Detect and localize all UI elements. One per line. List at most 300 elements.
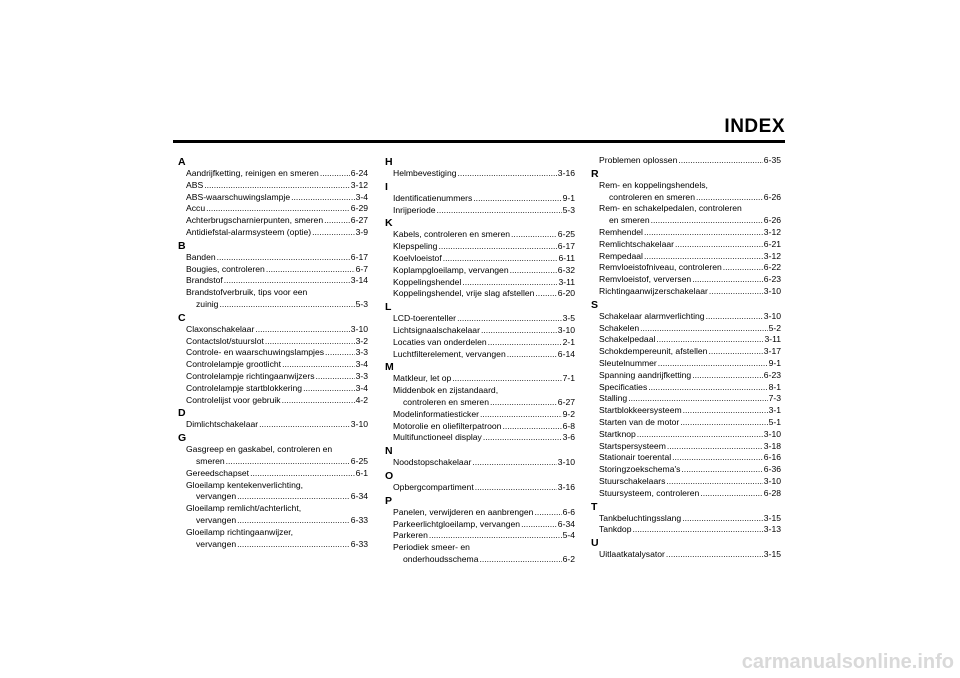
entry-text: Controlelijst voor gebruik [186,394,281,405]
leader-dots [510,265,557,277]
leader-dots [282,359,355,371]
entry-text: LCD-toerenteller [393,313,457,324]
entry-page: 6-33 [350,514,368,525]
leader-dots [666,476,762,488]
index-entry [178,192,368,204]
leader-dots [312,227,354,239]
entry-text: Starten van de motor [599,416,680,427]
leader-dots [472,457,556,469]
leader-dots [237,539,350,551]
entry-text: Stuurschakelaars [599,475,666,486]
entry-page: 3-11 [558,276,575,287]
index-entry [385,288,575,300]
entry-text: Middenbok en zijstandaard, [393,385,499,396]
entry-text: Controlelampje startblokkering [186,382,303,393]
index-column [385,155,575,566]
entry-page: 6-17 [557,241,575,252]
entry-page: 9-1 [768,357,781,368]
index-entry [178,252,368,264]
leader-dots [316,371,355,383]
entry-text: Locaties van onderdelen [393,336,487,347]
title-rule [173,140,785,143]
entry-text: Gloeilamp remlicht/achterlicht, [186,503,302,514]
index-entry [385,253,575,265]
entry-page: 3-3 [355,370,368,381]
entry-page: 3-5 [562,313,575,324]
leader-dots [507,349,557,361]
entry-text: Parkeren [393,530,428,541]
entry-text: Klepspeling [393,241,438,252]
entry-page: 3-16 [557,481,575,492]
index-entry [591,334,781,346]
index-entry [385,519,575,531]
leader-dots [672,452,763,464]
index-entry [591,405,781,417]
entry-page: 3-2 [355,335,368,346]
index-entry [178,468,368,480]
entry-continuation: smeren [196,455,225,466]
entry-text: Kabels, controleren en smeren [393,229,511,240]
index-entry [591,524,781,536]
leader-dots [700,488,762,500]
entry-text: Lichtsignaalschakelaar [393,324,480,335]
leader-dots [511,229,557,241]
entry-page: 5-3 [355,298,368,309]
leader-dots [204,180,350,192]
index-entry [178,227,368,239]
index-entry [591,227,781,239]
leader-dots [644,251,763,263]
entry-text: Koppelingshendel [393,276,462,287]
entry-continuation: controleren en smeren [403,396,489,407]
index-entry [385,349,575,361]
leader-dots [480,554,562,566]
index-entry [385,325,575,337]
entry-page: 6-22 [763,262,781,273]
entry-page: 6-20 [557,288,575,299]
entry-page: 6-32 [557,264,575,275]
entry-page: 2-1 [562,336,575,347]
entry-page: 5-4 [562,530,575,541]
index-entry [591,358,781,370]
entry-text: Contactslot/stuurslot [186,335,264,346]
index-entry [385,313,575,325]
index-entry [385,277,575,289]
index-entry [385,482,575,494]
section-letter: I [385,180,388,193]
entry-text: Koplampgloeilamp, vervangen [393,264,509,275]
section-letter: B [178,239,186,252]
entry-page: 6-29 [350,203,368,214]
entry-text: Brandstof [186,275,223,286]
entry-text: Storingzoekschema's [599,464,681,475]
leader-dots [534,507,561,519]
leader-dots [473,193,561,205]
entry-text: Stationair toerental [599,452,672,463]
index-entry [385,385,575,409]
index-entry [178,336,368,348]
entry-page: 3-14 [350,275,368,286]
index-entry [591,476,781,488]
leader-dots [656,334,763,346]
index-entry [591,262,781,274]
entry-page: 3-12 [763,250,781,261]
entry-page: 6-33 [350,538,368,549]
index-entry [178,527,368,551]
entry-text: Remlichtschakelaar [599,238,674,249]
entry-text: Periodiek smeer- en [393,542,470,553]
entry-page: 3-18 [763,440,781,451]
entry-page: 6-17 [350,251,368,262]
index-entry [385,457,575,469]
index-entry [385,432,575,444]
entry-text: Rem- en koppelingshendels, [599,179,708,190]
entry-page: 6-6 [562,506,575,517]
entry-page: 6-34 [557,518,575,529]
entry-text: Modelinformatiesticker [393,408,479,419]
leader-dots [683,405,768,417]
leader-dots [678,155,762,167]
index-entry [591,346,781,358]
entry-text: Stuursysteem, controleren [599,487,700,498]
leader-dots [640,323,767,335]
entry-continuation: onderhoudsschema [403,553,479,564]
entry-text: Spanning aandrijfketting [599,369,692,380]
index-entry [591,274,781,286]
entry-page: 3-10 [763,310,781,321]
entry-page: 3-10 [350,323,368,334]
entry-page: 5-1 [768,416,781,427]
entry-page: 3-10 [557,324,575,335]
index-entry [178,203,368,215]
leader-dots [282,395,355,407]
entry-text: Schokdempereunit, afstellen [599,346,708,357]
leader-dots [259,419,350,431]
index-entry [385,337,575,349]
index-entry [385,229,575,241]
entry-text: Identificatienummers [393,192,473,203]
entry-continuation: vervangen [196,514,237,525]
entry-text: Rem- en schakelpedalen, controleren [599,203,742,214]
leader-dots [723,262,763,274]
leader-dots [291,192,354,204]
entry-text: Opbergcompartiment [393,481,474,492]
section-letter: M [385,361,394,374]
leader-dots [709,286,763,298]
entry-page: 3-10 [763,475,781,486]
index-entry [178,275,368,287]
entry-text: Richtingaanwijzerschakelaar [599,285,708,296]
leader-dots [462,277,557,289]
entry-page: 9-2 [562,408,575,419]
entry-text: Inrijperiode [393,204,436,215]
leader-dots [637,429,763,441]
entry-continuation: controleren en smeren [609,191,695,202]
index-entry [178,419,368,431]
leader-dots [692,274,763,286]
index-entry [591,452,781,464]
entry-text: Gloeilamp kentekenverlichting, [186,479,304,490]
entry-page: 6-26 [763,215,781,226]
entry-text: Multifunctioneel display [393,432,482,443]
leader-dots [480,409,562,421]
entry-text: Aandrijfketting, reinigen en smeren [186,168,319,178]
leader-dots [502,421,561,433]
entry-page: 3-4 [355,191,368,202]
entry-page: 3-12 [350,179,368,190]
entry-text: Remvloeistof, verversen [599,274,692,285]
entry-page: 3-17 [763,346,781,357]
entry-page: 3-10 [763,428,781,439]
entry-text: Problemen oplossen [599,155,678,165]
leader-dots [219,299,354,311]
index-entry [591,180,781,204]
index-entry [591,549,781,561]
entry-text: Controlelampje grootlicht [186,359,282,370]
entry-page: 3-13 [763,524,781,535]
leader-dots [490,397,557,409]
entry-text: Panelen, verwijderen en aanbrengen [393,506,534,517]
index-entry [591,311,781,323]
entry-text: Remvloeistofniveau, controleren [599,262,722,273]
entry-text: Controlelampje richtingaanwijzers [186,370,315,381]
leader-dots [429,530,562,542]
leader-dots [696,192,763,204]
leader-dots [250,468,355,480]
entry-page: 3-10 [763,285,781,296]
entry-text: Accu [186,203,206,214]
index-column [178,155,368,550]
entry-text: ABS-waarschuwingslampje [186,191,291,202]
leader-dots [682,513,763,525]
leader-dots [521,519,557,531]
entry-text: Brandstofverbruik, tips voor een [186,287,308,298]
entry-page: 3-15 [763,512,781,523]
leader-dots [475,482,557,494]
leader-dots [680,417,767,429]
leader-dots [481,325,557,337]
section-letter: C [178,311,186,324]
entry-page: 6-28 [763,487,781,498]
entry-page: 6-2 [562,553,575,564]
leader-dots [675,239,763,251]
entry-text: Matkleur, let op [393,373,452,384]
index-entry [591,441,781,453]
entry-page: 6-26 [763,191,781,202]
entry-page: 3-3 [355,347,368,358]
leader-dots [265,336,355,348]
index-entry [385,530,575,542]
entry-page: 3-15 [763,549,781,560]
entry-continuation: vervangen [196,538,237,549]
entry-text: Controle- en waarschuwingslampjes [186,347,325,358]
entry-text: Helmbevestiging [393,168,457,178]
section-letter: O [385,469,394,482]
section-letter: D [178,407,186,420]
entry-text: Koppelingshendel, vrije slag afstellen [393,288,535,299]
leader-dots [666,549,763,561]
entry-text: Motorolie en oliefilterpatroon [393,420,502,431]
entry-text: Uitlaatkatalysator [599,549,665,560]
page-title: INDEX [724,116,785,137]
leader-dots [324,215,350,227]
leader-dots [708,346,762,358]
entry-page: 7-1 [562,373,575,384]
entry-text: Schakelaar alarmverlichting [599,310,705,321]
leader-dots [320,168,350,180]
leader-dots [628,393,767,405]
entry-page: 6-27 [557,396,575,407]
leader-dots [633,524,763,536]
leader-dots [488,337,562,349]
index-entry [385,373,575,385]
index-entry [591,370,781,382]
leader-dots [217,252,350,264]
entry-page: 3-4 [355,359,368,370]
entry-page: 6-27 [350,215,368,226]
index-entry [591,488,781,500]
entry-text: Schakelpedaal [599,334,656,345]
entry-continuation: en smeren [609,215,650,226]
leader-dots [443,253,558,265]
index-column [591,155,781,561]
entry-page: 6-8 [562,420,575,431]
index-entry [178,264,368,276]
leader-dots [438,241,556,253]
index-entry [178,371,368,383]
entry-text: Startknop [599,428,636,439]
entry-text: Remhendel [599,226,643,237]
section-letter: R [591,167,599,180]
entry-page: 6-25 [350,455,368,466]
index-entry [591,323,781,335]
entry-text: Parkeerlichtgloeilamp, vervangen [393,518,521,529]
entry-text: Dimlichtschakelaar [186,419,259,430]
entry-page: 8-1 [768,381,781,392]
section-letter: U [591,537,599,550]
section-letter: N [385,445,393,458]
entry-page: 3-11 [764,334,781,345]
leader-dots [224,275,350,287]
entry-page: 6-16 [763,452,781,463]
entry-page: 6-23 [763,369,781,380]
index-entry [178,347,368,359]
entry-text: Claxonschakelaar [186,323,255,334]
entry-text: Banden [186,251,216,262]
entry-text: Specificaties [599,381,648,392]
leader-dots [226,456,350,468]
leader-dots [681,464,762,476]
entry-text: Bougies, controleren [186,263,265,274]
entry-page: 3-6 [562,432,575,443]
section-letter: P [385,494,393,507]
index-entry [591,203,781,227]
section-letter: S [591,298,599,311]
entry-text: Tankdop [599,524,632,535]
index-entry [178,503,368,527]
entry-page: 6-14 [557,348,575,359]
leader-dots [303,383,355,395]
index-entry [178,180,368,192]
entry-page: 3-10 [557,457,575,468]
index-entry [178,287,368,311]
section-letter: G [178,432,187,445]
entry-page: 6-24 [350,168,368,178]
entry-text: Achterbrugscharnierpunten, smeren [186,215,324,226]
index-entry [591,429,781,441]
index-entry [591,251,781,263]
entry-page: 6-21 [763,238,781,249]
leader-dots [237,515,350,527]
index-entry [591,155,781,167]
index-entry [385,193,575,205]
leader-dots [648,382,767,394]
leader-dots [651,215,763,227]
entry-page: 4-2 [355,394,368,405]
leader-dots [483,432,562,444]
leader-dots [644,227,763,239]
index-entry [178,383,368,395]
index-entry [385,421,575,433]
section-letter: A [178,156,186,168]
entry-text: Gloeilamp richtingaanwijzer, [186,526,293,537]
entry-text: Gereedschapset [186,467,250,478]
index-entry [178,480,368,504]
leader-dots [458,168,557,180]
entry-text: Startblokkeersysteem [599,405,682,416]
entry-page: 9-1 [562,192,575,203]
index-entry [591,393,781,405]
index-entry [591,464,781,476]
index-entry [385,205,575,217]
entry-text: Sleutelnummer [599,357,657,368]
index-entry [385,542,575,566]
entry-page: 3-16 [557,168,575,178]
watermark: carmanualsonline.info [741,651,954,673]
index-entry [591,417,781,429]
entry-text: Stalling [599,393,628,404]
section-letter: T [591,500,598,513]
index-entry [385,168,575,180]
leader-dots [452,373,561,385]
index-entry [178,324,368,336]
entry-page: 6-11 [558,252,575,263]
leader-dots [706,311,763,323]
index-entry [178,168,368,180]
entry-page: 3-12 [763,226,781,237]
entry-text: ABS [186,179,204,190]
entry-page: 3-4 [355,382,368,393]
index-entry [178,359,368,371]
entry-page: 6-35 [763,155,781,165]
section-letter: K [385,217,393,230]
entry-continuation: vervangen [196,491,237,502]
index-entry [178,395,368,407]
entry-page: 7-3 [768,393,781,404]
leader-dots [667,441,763,453]
entry-page: 6-23 [763,274,781,285]
leader-dots [255,324,349,336]
entry-text: Antidiefstal-alarmsysteem (optie) [186,226,312,237]
entry-page: 6-34 [350,491,368,502]
section-letter: H [385,156,393,168]
index-entry [385,409,575,421]
entry-text: Startspersysteem [599,440,666,451]
index-entry [385,507,575,519]
section-letter: L [385,301,392,314]
leader-dots [658,358,768,370]
entry-page: 3-9 [355,226,368,237]
